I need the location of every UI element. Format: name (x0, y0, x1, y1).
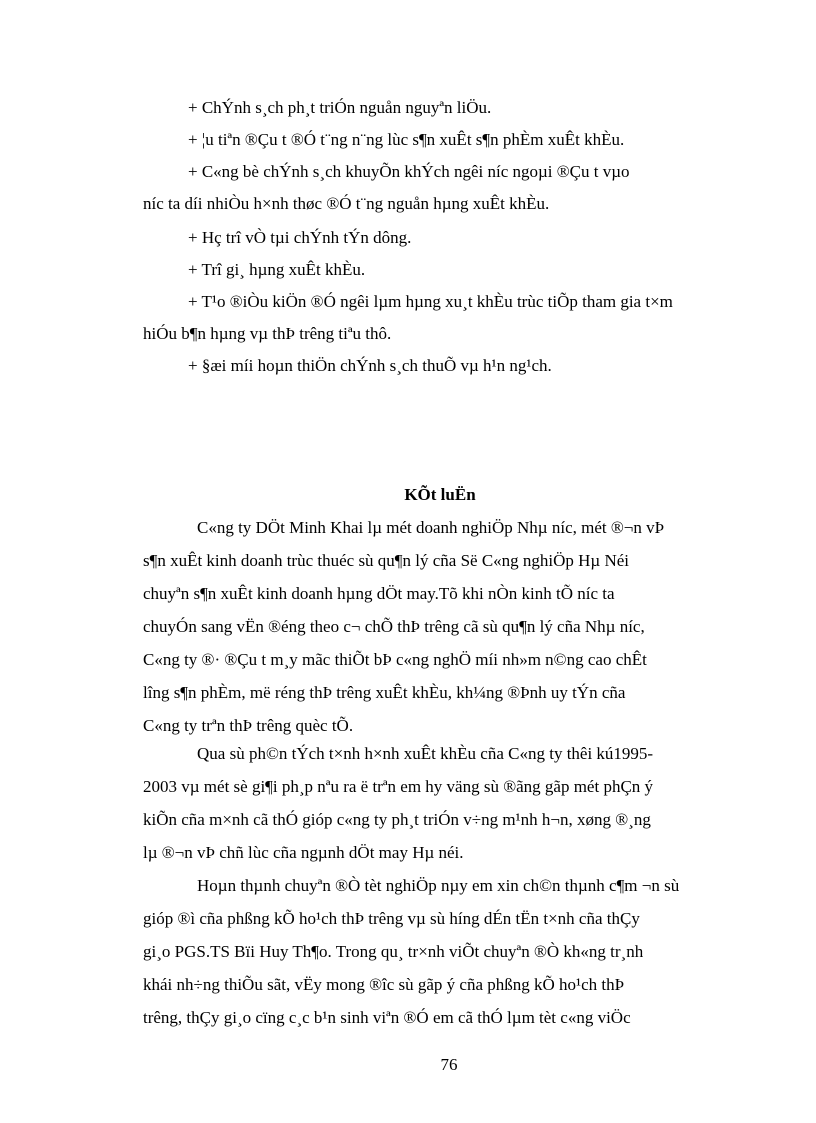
paragraph-line: chuyÓn sang vËn ®éng theo c¬ chÕ thÞ trêng cã sù qu¶n lý cña Nhµ níc, (143, 617, 645, 636)
paragraph-line: C«ng ty DÖt Minh Khai lµ mét doanh nghiÖp Nhµ níc, mét ®¬n vÞ (197, 518, 665, 537)
bullet-line: + §æi míi hoµn thiÖn chÝnh s¸ch thuÕ vµ h¹n ng¹ch. (188, 356, 552, 375)
bullet-line: + ChÝnh s¸ch ph¸t triÓn nguån nguyªn liÖu. (188, 98, 492, 117)
bullet-line: hiÓu b¶n hµng vµ thÞ trêng tiªu thô. (143, 324, 392, 343)
bullet-line: níc ta díi nhiÒu h×nh thøc ®Ó t¨ng nguån hµng xuÊt khÈu. (143, 194, 550, 213)
page-number: 76 (440, 1055, 458, 1074)
paragraph-line: gi¸o PGS.TS Bïi Huy Th¶o. Trong qu¸ tr×nh viÕt chuyªn ®Ò kh«ng tr¸nh (143, 942, 644, 961)
paragraph-line: trêng, thÇy gi¸o cïng c¸c b¹n sinh viªn ®Ó em cã thÓ lµm tèt c«ng viÖc (143, 1008, 631, 1027)
paragraph-line: Hoµn thµnh chuyªn ®Ò tèt nghiÖp nµy em xin ch©n thµnh c¶m ¬n sù (197, 876, 680, 895)
paragraph-line: C«ng ty ®· ®Çu t m¸y mãc thiÕt bÞ c«ng nghÖ míi nh»m n©ng cao chÊt (143, 650, 647, 669)
bullet-line: + C«ng bè chÝnh s¸ch khuyÕn khÝch ngêi níc ngoµi ®Çu t vµo (188, 162, 630, 181)
bullet-line: + Hç trî vÒ tµi chÝnh tÝn dông. (188, 228, 412, 247)
paragraph-line: gióp ®ì cña phßng kÕ ho¹ch thÞ trêng vµ sù híng dÉn tËn t×nh cña thÇy (143, 909, 640, 928)
paragraph-line: lµ ®¬n vÞ chñ lùc cña ngµnh dÖt may Hµ néi. (143, 843, 464, 862)
paragraph-line: 2003 vµ mét sè gi¶i ph¸p nªu ra ë trªn em hy väng sù ®ãng gãp mét phÇn ý (143, 777, 654, 796)
paragraph-line: kiÕn cña m×nh cã thÓ gióp c«ng ty ph¸t triÓn v÷ng m¹nh h¬n, xøng ®¸ng (143, 810, 651, 829)
bullet-line: + T¹o ®iÒu kiÖn ®Ó ngêi lµm hµng xu¸t khÈu trùc tiÕp tham gia t×m (188, 292, 673, 311)
conclusion-heading: KÕt luËn (404, 485, 476, 504)
paragraph-line: khái nh÷ng thiÕu sãt, vËy mong ®îc sù gãp ý cña phßng kÕ ho¹ch thÞ (143, 975, 625, 994)
bullet-line: + Trî gi¸ hµng xuÊt khÈu. (188, 260, 366, 279)
paragraph-line: lîng s¶n phÈm, më réng thÞ trêng xuÊt khÈu, kh¼ng ®Þnh uy tÝn cña (143, 683, 626, 702)
paragraph-line: Qua sù ph©n tÝch t×nh h×nh xuÊt khÈu cña C«ng ty thêi kú1995- (197, 744, 654, 763)
paragraph-line: s¶n xuÊt kinh doanh trùc thuéc sù qu¶n lý cña Së C«ng nghiÖp Hµ Néi (143, 551, 630, 570)
bullet-line: + ¦u tiªn ®Çu t ®Ó t¨ng n¨ng lùc s¶n xuÊt s¶n phÈm xuÊt khÈu. (188, 130, 625, 149)
paragraph-line: C«ng ty trªn thÞ trêng quèc tÕ. (143, 716, 354, 735)
paragraph-line: chuyªn s¶n xuÊt kinh doanh hµng dÖt may.Tõ khi nÒn kinh tÕ níc ta (143, 584, 615, 603)
